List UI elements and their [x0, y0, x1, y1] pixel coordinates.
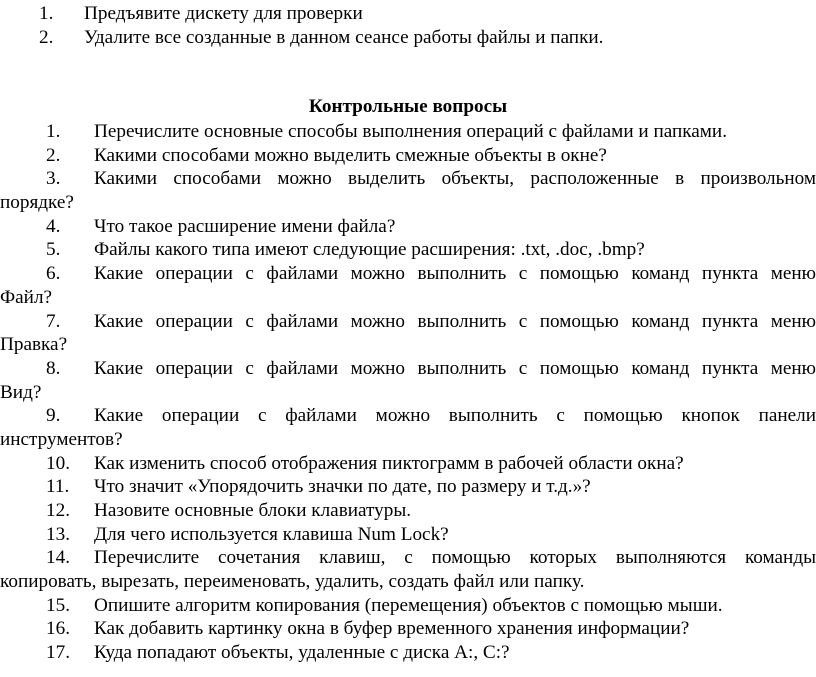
question-first-line: [0, 523, 816, 547]
question-item: [0, 499, 816, 523]
question-first-line: [0, 499, 816, 523]
question-text-continuation: порядке?: [0, 192, 74, 214]
question-text: Для чего используется клавиша Num Lock?: [94, 523, 449, 545]
question-number: 1.: [46, 121, 61, 142]
question-first-line: [0, 641, 816, 665]
question-first-line: [0, 594, 816, 618]
question-text: Что значит «Упорядочить значки по дате, по размеру и т.д.»?: [94, 476, 591, 498]
question-number: 2.: [46, 144, 61, 166]
question-number: 7.: [46, 310, 61, 332]
question-text-continuation: инструментов?: [0, 428, 123, 450]
instruction-list: [0, 2, 816, 50]
question-text: Какими способами можно выделить объекты, расположенные в произвольном: [94, 168, 816, 190]
question-text: Перечислите основные способы выполнения операций с файлами и папками.: [94, 121, 727, 142]
section-title: Контрольные вопросы: [308, 96, 508, 117]
question-first-line: [0, 357, 816, 381]
question-item: [0, 452, 816, 476]
question-first-line: [0, 475, 816, 499]
question-number: 3.: [46, 168, 61, 190]
question-text-continuation: копировать, вырезать, переименовать, удалить, создать файл или папку.: [0, 571, 585, 593]
question-number: 8.: [46, 357, 61, 379]
question-text-continuation: Правка?: [0, 334, 68, 356]
question-item: [0, 523, 816, 547]
question-number: 14.: [46, 547, 70, 569]
question-number: 5.: [46, 239, 61, 261]
question-number: 13.: [46, 523, 70, 545]
question-item: [0, 167, 816, 214]
question-item: [0, 357, 816, 404]
question-text: Какие операции с файлами можно выполнить с помощью команд пункта меню: [94, 263, 816, 285]
question-first-line: [0, 310, 816, 334]
question-item: [0, 144, 816, 168]
question-first-line: [0, 238, 816, 262]
instruction-text: Удалите все созданные в данном сеансе работы файлы и папки.: [84, 27, 604, 48]
question-number: 11.: [46, 476, 70, 498]
question-item: [0, 238, 816, 262]
question-text: Какими способами можно выделить смежные объекты в окне?: [94, 144, 607, 166]
question-item: [0, 310, 816, 357]
question-first-line: [0, 120, 816, 144]
question-text: Как добавить картинку окна в буфер временного хранения информации?: [94, 618, 690, 640]
question-first-line: [0, 452, 816, 476]
question-text: Какие операции с файлами можно выполнить с помощью команд пункта меню: [94, 310, 816, 332]
question-number: 16.: [46, 618, 70, 640]
question-text: Опишите алгоритм копирования (перемещения) объектов с помощью мыши.: [94, 594, 723, 616]
instruction-item: [0, 2, 816, 26]
question-text: Какие операции с файлами можно выполнить с помощью команд пункта меню: [94, 357, 816, 379]
question-text: Как изменить способ отображения пиктограмм в рабочей области окна?: [94, 452, 684, 474]
question-text: Перечислите сочетания клавиш, с помощью которых выполняются команды: [94, 547, 816, 569]
question-first-line: [0, 167, 816, 191]
question-number: 17.: [46, 642, 70, 664]
question-item: [0, 262, 816, 309]
question-item: [0, 546, 816, 593]
question-list: [0, 120, 816, 665]
question-number: 10.: [46, 452, 70, 474]
question-first-line: [0, 404, 816, 428]
question-text: Назовите основные блоки клавиатуры.: [94, 500, 412, 521]
question-text: Какие операции с файлами можно выполнить с помощью кнопок панели: [94, 405, 816, 427]
question-item: [0, 594, 816, 618]
question-first-line: [0, 144, 816, 168]
question-number: 15.: [46, 594, 70, 616]
question-number: 12.: [46, 500, 70, 521]
question-number: 4.: [46, 215, 61, 237]
question-item: [0, 215, 816, 239]
question-item: [0, 404, 816, 451]
question-number: 6.: [46, 263, 61, 285]
question-text: Куда попадают объекты, удаленные с диска А:, С:?: [94, 642, 510, 664]
question-first-line: [0, 617, 816, 641]
instruction-number: 1.: [39, 3, 54, 24]
question-text-continuation: Вид?: [0, 381, 42, 403]
question-text-continuation: Файл?: [0, 286, 53, 308]
question-item: [0, 617, 816, 641]
question-text: Что такое расширение имени файла?: [94, 215, 396, 237]
question-item: [0, 641, 816, 665]
instruction-item: [0, 26, 816, 50]
instruction-text: Предъявите дискету для проверки: [84, 3, 363, 24]
question-first-line: [0, 215, 816, 239]
question-number: 9.: [46, 405, 61, 427]
question-text: Файлы какого типа имеют следующие расширения: .txt, .doc, .bmp?: [94, 239, 645, 261]
question-item: [0, 120, 816, 144]
question-first-line: [0, 546, 816, 570]
question-item: [0, 475, 816, 499]
instruction-number: 2.: [39, 27, 54, 48]
question-first-line: [0, 262, 816, 286]
